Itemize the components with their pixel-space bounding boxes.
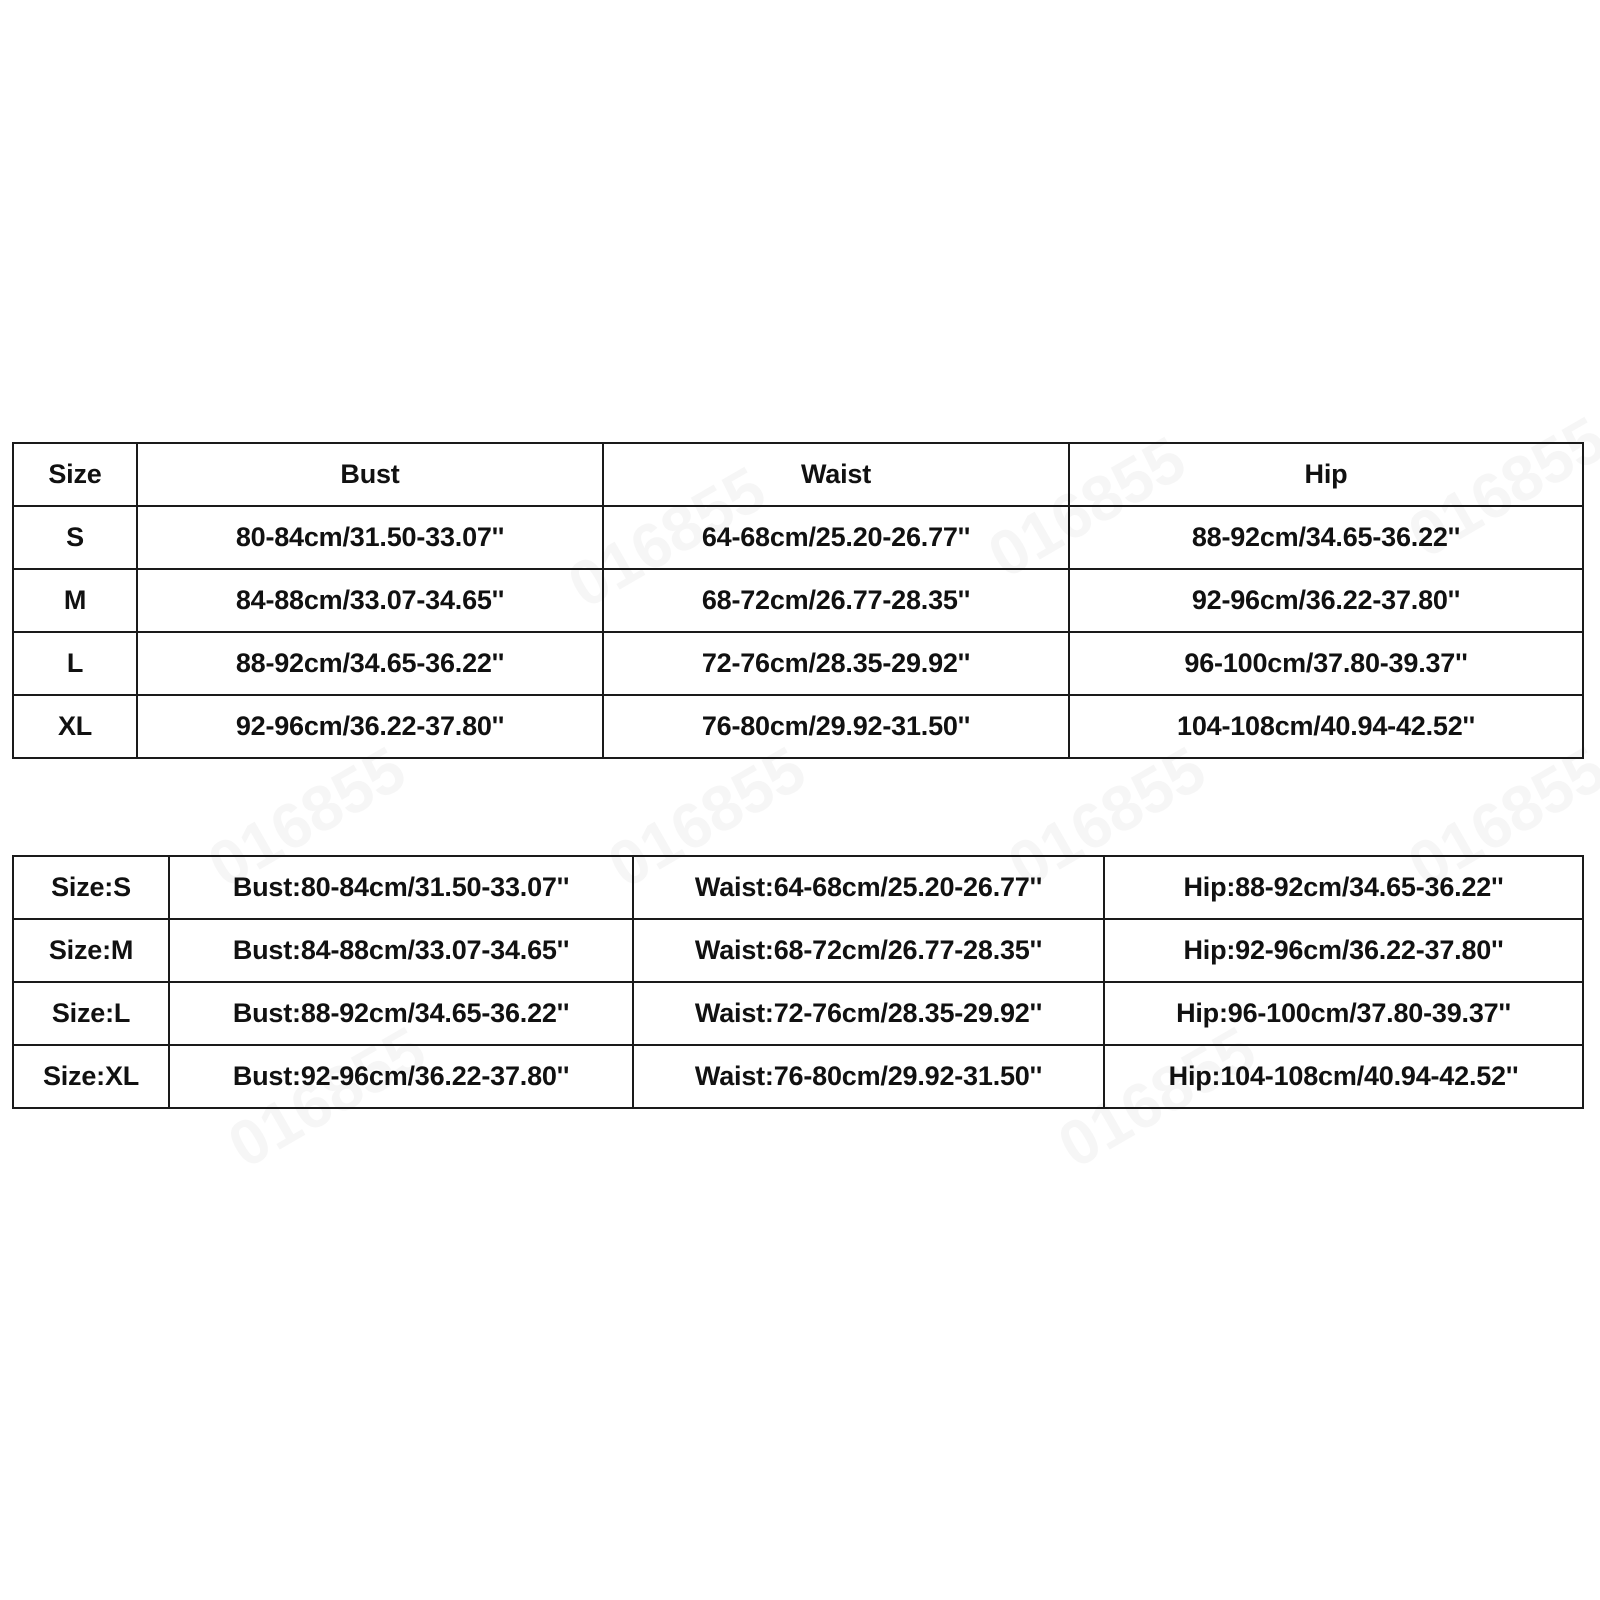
waist-cell: Waist:68-72cm/26.77-28.35'' [633,919,1104,982]
size-cell: Size:XL [13,1045,169,1108]
table-row [13,569,1583,632]
hip-cell: 104-108cm/40.94-42.52'' [1069,695,1583,758]
hip-cell: 92-96cm/36.22-37.80'' [1069,569,1583,632]
waist-cell: 64-68cm/25.20-26.77'' [603,506,1069,569]
table-row [13,919,1583,982]
table-row [13,982,1583,1045]
table-row [13,506,1583,569]
table-row [13,632,1583,695]
bust-cell: 84-88cm/33.07-34.65'' [137,569,603,632]
header-waist: Waist [603,443,1069,506]
size-cell: S [13,506,137,569]
waist-cell: 68-72cm/26.77-28.35'' [603,569,1069,632]
header-hip: Hip [1069,443,1583,506]
header-bust: Bust [137,443,603,506]
size-cell: Size:L [13,982,169,1045]
hip-cell: Hip:104-108cm/40.94-42.52'' [1104,1045,1583,1108]
hip-cell: 96-100cm/37.80-39.37'' [1069,632,1583,695]
bust-cell: 88-92cm/34.65-36.22'' [137,632,603,695]
waist-cell: Waist:72-76cm/28.35-29.92'' [633,982,1104,1045]
bust-cell: 80-84cm/31.50-33.07'' [137,506,603,569]
table-row [13,856,1583,919]
size-chart-table-2 [12,855,1584,1109]
size-cell: XL [13,695,137,758]
hip-cell: Hip:96-100cm/37.80-39.37'' [1104,982,1583,1045]
size-chart-table-1 [12,442,1584,759]
size-cell: L [13,632,137,695]
waist-cell: 72-76cm/28.35-29.92'' [603,632,1069,695]
bust-cell: Bust:80-84cm/31.50-33.07'' [169,856,633,919]
size-cell: Size:S [13,856,169,919]
hip-cell: Hip:92-96cm/36.22-37.80'' [1104,919,1583,982]
table-header-row [13,443,1583,506]
bust-cell: Bust:88-92cm/34.65-36.22'' [169,982,633,1045]
hip-cell: 88-92cm/34.65-36.22'' [1069,506,1583,569]
header-size: Size [13,443,137,506]
waist-cell: Waist:76-80cm/29.92-31.50'' [633,1045,1104,1108]
table-row [13,1045,1583,1108]
table-row [13,695,1583,758]
bust-cell: 92-96cm/36.22-37.80'' [137,695,603,758]
hip-cell: Hip:88-92cm/34.65-36.22'' [1104,856,1583,919]
waist-cell: 76-80cm/29.92-31.50'' [603,695,1069,758]
waist-cell: Waist:64-68cm/25.20-26.77'' [633,856,1104,919]
bust-cell: Bust:84-88cm/33.07-34.65'' [169,919,633,982]
size-cell: Size:M [13,919,169,982]
size-cell: M [13,569,137,632]
bust-cell: Bust:92-96cm/36.22-37.80'' [169,1045,633,1108]
